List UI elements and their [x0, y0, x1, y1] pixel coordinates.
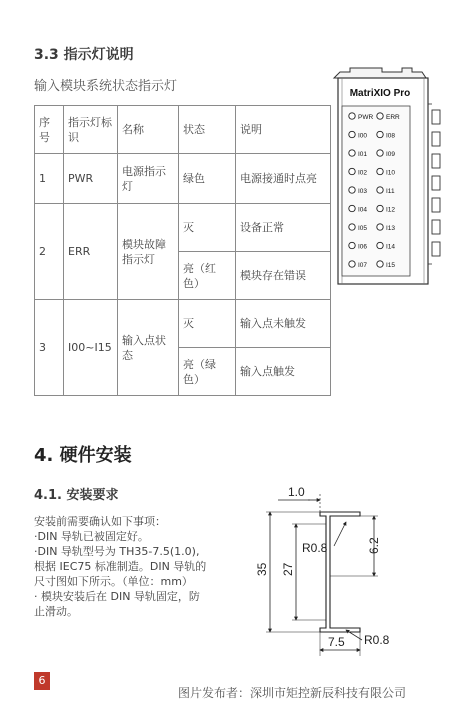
led-label: I13: [386, 225, 396, 232]
cell-no: 1: [35, 154, 64, 204]
device-drawing: [328, 64, 444, 289]
led-indicator: [377, 205, 383, 211]
install-requirements: [34, 514, 206, 619]
led-indicator: [349, 168, 355, 174]
cell-state: 亮（红色）: [179, 252, 236, 300]
table-header-row: [35, 106, 331, 154]
led-label: I14: [386, 243, 396, 251]
led-indicator: [377, 131, 383, 137]
dim-height: 35: [255, 562, 269, 576]
led-indicator: [349, 224, 355, 230]
cell-id: PWR: [64, 154, 118, 204]
cell-name: 输入点状态: [118, 300, 179, 396]
led-indicator: [377, 187, 383, 193]
cell-state: 灭: [179, 300, 236, 348]
cell-no: 2: [35, 204, 64, 300]
dim-radius-bottom: R0.8: [364, 633, 390, 647]
cell-state: 绿色: [179, 154, 236, 204]
header-no: 序号: [35, 106, 64, 154]
device-brand: MatriXIO Pro: [349, 88, 411, 99]
cell-desc: 电源接通时点亮: [236, 154, 331, 204]
led-indicator: [349, 113, 355, 119]
section-subtitle: 输入模块系统状态指示灯: [34, 79, 178, 94]
text-line: 根据 IEC75 标准制造。DIN 导轨的: [34, 560, 207, 573]
cell-desc: 设备正常: [236, 204, 331, 252]
header-desc: 说明: [236, 106, 331, 154]
cell-name: 模块故障指示灯: [118, 204, 179, 300]
led-label: I03: [358, 188, 368, 195]
led-indicator: [377, 150, 383, 156]
image-credit: 图片发布者：深圳市矩控新辰科技有限公司: [178, 686, 407, 700]
table-row: [35, 204, 331, 252]
led-indicator: [349, 261, 355, 267]
page-number: 6: [34, 672, 50, 690]
led-label: I10: [386, 169, 396, 177]
led-indicator: [377, 168, 383, 174]
dim-depth: 7.5: [328, 635, 345, 649]
led-indicator: [377, 113, 383, 119]
header-state: 状态: [179, 106, 236, 154]
indicator-table: [34, 105, 331, 396]
led-indicator: [349, 131, 355, 137]
led-label: I06: [358, 243, 368, 251]
led-label: I11: [386, 188, 395, 195]
led-label: I09: [386, 151, 396, 158]
led-label: I01: [358, 151, 368, 158]
text-line: · 模块安装后在 DIN 导轨固定，防: [34, 590, 200, 603]
cell-name: 电源指示灯: [118, 154, 179, 204]
text-line: ·DIN 导轨已被固定好。: [34, 530, 149, 543]
side-tabs: [432, 110, 440, 256]
led-label: I02: [358, 169, 368, 177]
dim-radius-top: R0.8: [302, 541, 328, 555]
led-indicator: [377, 242, 383, 248]
cell-state: 灭: [179, 204, 236, 252]
led-label: I04: [358, 206, 368, 214]
led-indicator: [377, 224, 383, 230]
text-line: 尺寸图如下所示。（单位：mm）: [34, 575, 193, 588]
text-line: 止滑动。: [34, 605, 78, 618]
cell-id: I00~I15: [64, 300, 118, 396]
din-rail-drawing: [250, 480, 410, 665]
section-title: 3.3 指示灯说明: [34, 47, 134, 63]
dim-depth-small: 6.2: [367, 537, 381, 554]
led-label: I12: [386, 206, 396, 214]
cell-desc: 输入点未触发: [236, 300, 331, 348]
dim-thickness: 1.0: [288, 485, 305, 499]
led-indicator: [349, 187, 355, 193]
led-indicator: [377, 261, 383, 267]
table-row: [35, 300, 331, 348]
subsection-title: 4.1. 安装要求: [34, 488, 119, 503]
led-label: I00: [358, 132, 368, 140]
dim-inner: 27: [281, 562, 295, 576]
led-label: ERR: [386, 114, 400, 121]
text-line: 安装前需要确认如下事项：: [34, 515, 166, 528]
led-label: I07: [358, 262, 368, 269]
cell-desc: 模块存在错误: [236, 252, 331, 300]
header-name: 名称: [118, 106, 179, 154]
led-indicator: [349, 150, 355, 156]
led-label: I15: [386, 262, 396, 269]
cell-id: ERR: [64, 204, 118, 300]
rail-profile: [320, 512, 360, 632]
header-id: 指示灯标识: [64, 106, 118, 154]
cell-state: 亮（绿色）: [179, 348, 236, 396]
text-line: ·DIN 导轨型号为 TH35-7.5(1.0),: [34, 545, 200, 558]
led-label: PWR: [358, 114, 374, 121]
led-label: I08: [386, 132, 396, 140]
chapter-title: 4. 硬件安装: [34, 445, 132, 466]
table-row: [35, 154, 331, 204]
led-indicator: [349, 242, 355, 248]
led-indicator: [349, 205, 355, 211]
cell-no: 3: [35, 300, 64, 396]
rail-clip: [334, 68, 426, 78]
cell-desc: 输入点触发: [236, 348, 331, 396]
led-label: I05: [358, 225, 368, 232]
